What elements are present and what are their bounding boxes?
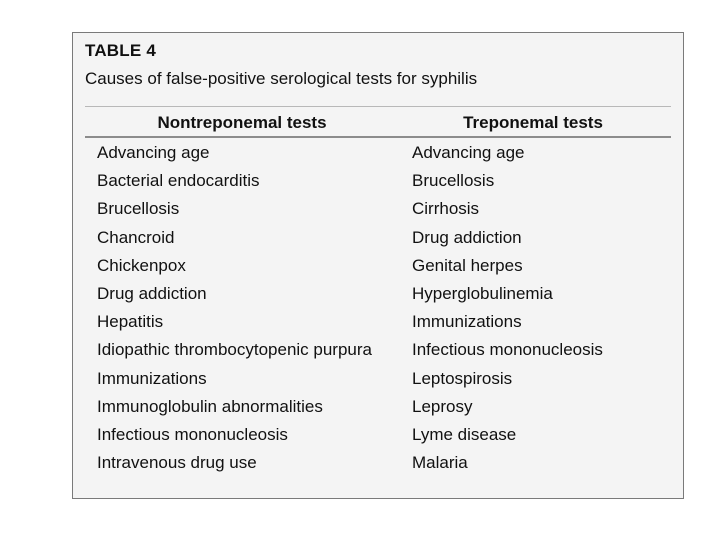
table-cell-treponemal: Advancing age bbox=[412, 143, 525, 162]
table-label: TABLE 4 bbox=[85, 41, 156, 60]
table-cell-nontreponemal: Chickenpox bbox=[97, 255, 186, 275]
header-divider bbox=[85, 136, 671, 138]
table-cell-nontreponemal: Idiopathic thrombocytopenic purpura bbox=[97, 340, 372, 360]
table-cell-nontreponemal: Chancroid bbox=[97, 227, 175, 247]
table-figure bbox=[72, 32, 684, 499]
table-cell-nontreponemal: Bacterial endocarditis bbox=[97, 171, 260, 191]
table-cell-treponemal: Lyme disease bbox=[412, 424, 517, 444]
table-cell-treponemal: Drug addiction bbox=[412, 227, 522, 247]
nontreponemal-list bbox=[97, 139, 372, 477]
table-cell-nontreponemal: Hepatitis bbox=[97, 312, 164, 332]
table-cell-treponemal: Leprosy bbox=[412, 396, 473, 416]
table-cell-treponemal: Cirrhosis bbox=[412, 199, 480, 219]
table-cell-treponemal: Brucellosis bbox=[412, 171, 495, 191]
table-cell-nontreponemal: Immunizations bbox=[97, 368, 207, 388]
table-cell-nontreponemal: Brucellosis bbox=[97, 199, 180, 219]
column-header-treponemal: Treponemal tests bbox=[463, 113, 603, 132]
table-cell-treponemal: Immunizations bbox=[412, 312, 522, 332]
table-cell-nontreponemal: Infectious mononucleosis bbox=[97, 424, 288, 444]
table-cell-nontreponemal: Immunoglobulin abnormalities bbox=[97, 396, 323, 416]
table-caption: Causes of false-positive serological tests for syphilis bbox=[85, 69, 478, 88]
column-header-nontreponemal: Nontreponemal tests bbox=[157, 113, 327, 132]
table-cell-nontreponemal: Intravenous drug use bbox=[97, 453, 257, 473]
table-cell-treponemal: Hyperglobulinemia bbox=[412, 283, 553, 303]
treponemal-list bbox=[412, 139, 603, 477]
table-cell-treponemal: Genital herpes bbox=[412, 255, 523, 275]
table-cell-treponemal: Infectious mononucleosis bbox=[412, 340, 603, 360]
table-cell-nontreponemal: Advancing age bbox=[97, 143, 210, 162]
caption-divider bbox=[85, 106, 671, 107]
table-cell-treponemal: Malaria bbox=[412, 453, 468, 473]
table-cell-treponemal: Leptospirosis bbox=[412, 368, 513, 388]
table-cell-nontreponemal: Drug addiction bbox=[97, 283, 207, 303]
